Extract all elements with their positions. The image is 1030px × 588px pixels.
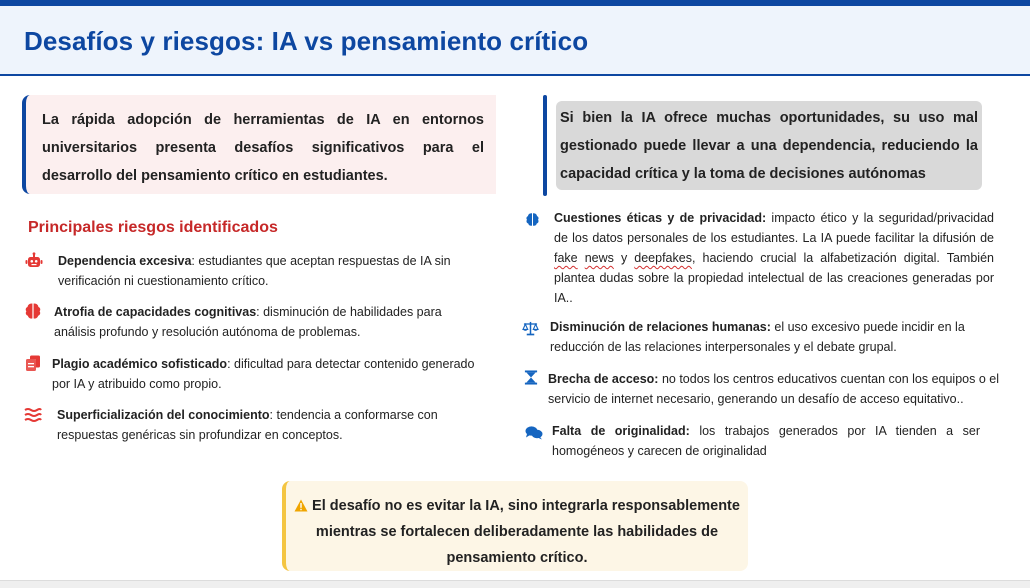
header <box>0 6 1030 76</box>
brain-icon <box>24 302 42 320</box>
issue-access <box>548 369 1022 409</box>
risks-heading: Principales riesgos identificados <box>28 219 278 236</box>
copy-icon <box>24 354 42 372</box>
page-title: Desafíos y riesgos: IA vs pensamiento crítico <box>24 26 589 56</box>
risk-item-atrophy <box>54 302 474 342</box>
risk-item-plagiarism <box>52 354 492 394</box>
issue-originality <box>552 421 980 461</box>
robot-icon <box>25 252 43 270</box>
intro-left-box <box>22 95 496 194</box>
issue-title: Brecha de acceso: <box>548 372 659 386</box>
brain-icon <box>525 212 540 227</box>
callout-text: El desafío no es evitar la IA, sino integrarla responsablemente mientras se fortalecen deliberadamente las habilidades de pensamiento crítico. <box>312 498 740 566</box>
issue-text-and: y <box>613 251 635 265</box>
issue-term-deepfakes: deepfakes <box>634 251 692 265</box>
issue-term-fake: fake <box>554 251 578 265</box>
risk-title: Atrofia de capacidades cognitivas <box>54 305 257 319</box>
scale-icon <box>522 321 539 336</box>
issue-text: los trabajos generados por IA tienden a ser homogéneos y carecen de originalidad <box>552 424 980 458</box>
risk-title: Plagio académico sofisticado <box>52 357 228 371</box>
hourglass-icon <box>524 370 538 385</box>
issue-text: , haciendo crucial la alfabetización digital. También plantea dudas sobre la propiedad intelectual de las creaciones generadas por IA.. <box>554 251 994 305</box>
risk-item-dependence <box>58 251 478 291</box>
issue-relations <box>550 317 990 357</box>
risk-item-superficial <box>57 405 467 445</box>
issue-text: el uso excesivo puede incidir en la reducción de las relaciones interpersonales y el debate grupal. <box>550 320 965 354</box>
risk-text: : tendencia a conformarse con respuestas genéricas sin profundizar en conceptos. <box>57 408 438 442</box>
issue-title: Cuestiones éticas y de privacidad: <box>554 211 767 225</box>
issue-text: impacto ético y la seguridad/privacidad de los datos personales de los estudiantes. La IA puede facilitar la difusión de <box>554 211 994 245</box>
intro-right-text: Si bien la IA ofrece muchas oportunidades, su uso mal gestionado puede llevar a una dependencia, reduciendo la capacidad crítica y la toma de decisiones autónomas <box>560 110 978 182</box>
risk-text: : disminución de habilidades para análisis profundo y resolución autónoma de problemas. <box>54 305 442 339</box>
intro-right-box <box>556 101 982 190</box>
callout-box <box>282 481 748 571</box>
callout-paragraph <box>294 493 740 571</box>
water-icon <box>24 406 42 424</box>
risk-text: : estudiantes que aceptan respuestas de IA sin verificación ni cuestionamiento crítico. <box>58 254 451 288</box>
issue-title: Falta de originalidad: <box>552 424 690 438</box>
issue-title: Disminución de relaciones humanas: <box>550 320 771 334</box>
chat-icon <box>525 425 543 440</box>
warning-icon <box>294 499 308 512</box>
issue-ethics <box>554 208 994 308</box>
risk-title: Superficialización del conocimiento <box>57 408 270 422</box>
risk-text: : dificultad para detectar contenido generado por IA y atribuido como propio. <box>52 357 475 391</box>
issue-term-news: news <box>584 251 614 265</box>
footer-bar <box>0 580 1030 588</box>
issue-text: no todos los centros educativos cuentan con los equipos o el servicio de internet necesario, generando un desafío de acceso equitativo.. <box>548 372 999 406</box>
intro-right-accent <box>543 95 547 196</box>
intro-left-text: La rápida adopción de herramientas de IA en entornos universitarios presenta desafíos significativos para el desarrollo del pensamiento crítico en estudiantes. <box>42 112 484 184</box>
risk-title: Dependencia excesiva <box>58 254 192 268</box>
